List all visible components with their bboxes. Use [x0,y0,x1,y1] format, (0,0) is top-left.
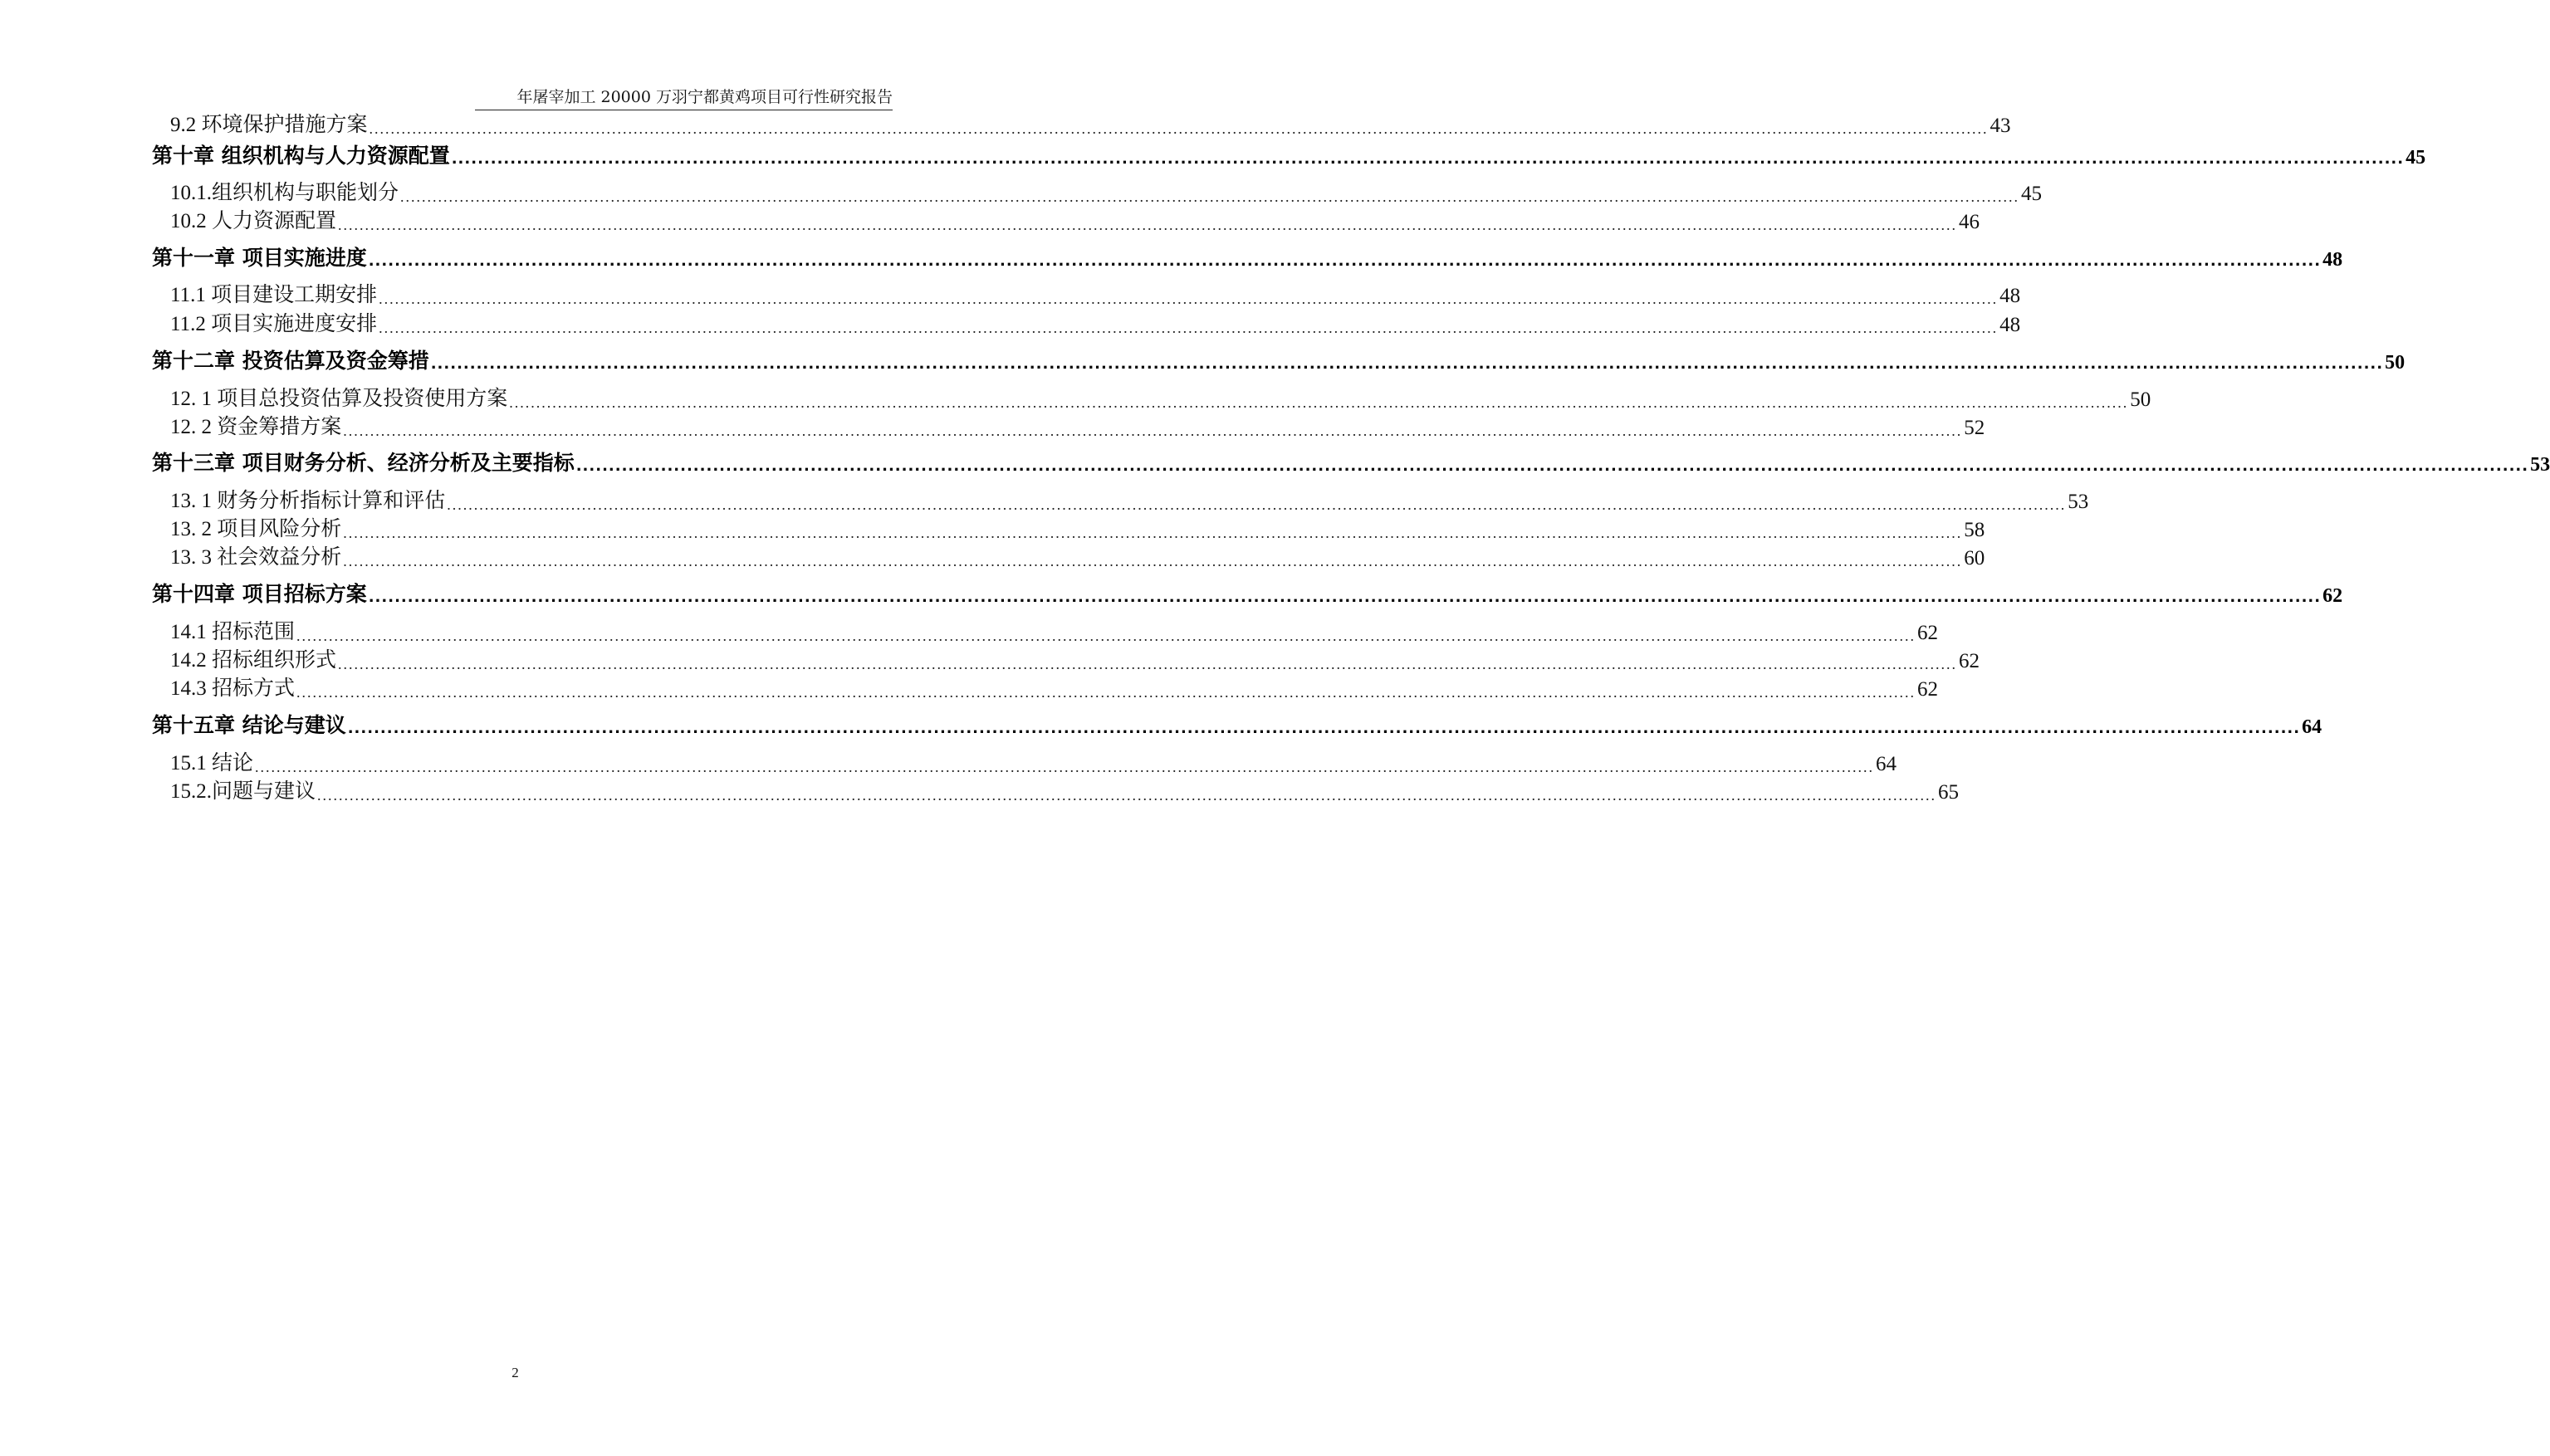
toc-entry[interactable] [152,204,1980,234]
toc-entry-page: 58 [1964,519,1985,541]
toc-entry-title: 第十二章 投资估算及资金筹措 [152,349,429,373]
toc-entry[interactable] [152,108,2011,138]
toc-entry-page: 52 [1964,417,1985,439]
toc-entry-title: 12. 2 资金筹措方案 [170,416,342,438]
toc-entry[interactable] [152,176,2043,206]
toc-entry-title: 14.2 招标组织形式 [170,649,337,672]
toc-chapter-entry[interactable] [152,709,2322,739]
toc-chapter-entry[interactable] [152,578,2343,608]
toc-entry[interactable] [152,307,2021,337]
toc-entry-title: 15.1 结论 [170,752,254,774]
dot-leader: ............................................................................................................................................................................................................................................................................................................ [368,589,2322,606]
toc-entry-page: 50 [2130,388,2151,411]
dot-leader: ............................................................................................................................................................................................................................................................................................................ [379,291,1999,307]
toc-entry-title: 13. 2 项目风险分析 [170,518,342,540]
toc-entry[interactable] [152,484,2089,514]
toc-chapter-entry[interactable] [152,447,2550,476]
dot-leader: ............................................................................................................................................................................................................................................................................................................ [347,720,2301,737]
toc-entry-page: 62 [1917,622,1939,644]
dot-leader: ............................................................................................................................................................................................................................................................................................................ [430,355,2384,373]
toc-entry-title: 13. 1 财务分析指标计算和评估 [170,490,446,512]
toc-entry-page: 45 [2406,147,2426,169]
toc-entry-title: 11.1 项目建设工期安排 [170,284,378,306]
dot-leader: ............................................................................................................................................................................................................................................................................................................ [338,656,1958,672]
dot-leader: ............................................................................................................................................................................................................................................................................................................ [317,787,1937,804]
toc-entry-title: 第十四章 项目招标方案 [152,582,367,606]
toc-entry-title: 13. 3 社会效益分析 [170,546,342,569]
toc-entry-page: 60 [1964,547,1985,569]
dot-leader: ............................................................................................................................................................................................................................................................................................................ [338,217,1958,233]
toc-entry-title: 12. 1 项目总投资估算及投资使用方案 [170,388,508,410]
toc-entry[interactable] [152,615,1939,645]
toc-entry-page: 48 [2322,249,2343,271]
dot-leader: ............................................................................................................................................................................................................................................................................................................ [296,684,1916,701]
toc-entry[interactable] [152,540,1985,570]
dot-leader: ............................................................................................................................................................................................................................................................................................................ [447,496,2067,513]
toc-entry[interactable] [152,382,2151,412]
toc-entry-title: 10.1.组织机构与职能划分 [170,182,399,204]
toc-entry[interactable] [152,278,2021,308]
toc-entry-page: 50 [2385,352,2406,374]
toc-entry-title: 14.3 招标方式 [170,677,296,700]
toc-entry[interactable] [152,774,1960,804]
toc-entry-page: 62 [2322,585,2343,607]
dot-leader: ............................................................................................................................................................................................................................................................................................................ [400,188,2020,205]
toc-entry-page: 65 [1938,781,1960,804]
dot-leader: ............................................................................................................................................................................................................................................................................................................ [368,252,2322,270]
dot-leader: ............................................................................................................................................................................................................................................................................................................ [296,628,1916,644]
toc-entry-title: 10.2 人力资源配置 [170,210,337,232]
dot-leader: ............................................................................................................................................................................................................................................................................................................ [343,423,1963,439]
toc-entry-page: 48 [1999,285,2021,307]
toc-entry-title: 第十三章 项目财务分析、经济分析及主要指标 [152,451,575,475]
dot-leader: ............................................................................................................................................................................................................................................................................................................ [343,525,1963,541]
toc-entry-page: 48 [1999,314,2021,336]
toc-entry-page: 62 [1959,650,1980,672]
dot-leader: ............................................................................................................................................................................................................................................................................................................ [451,150,2405,168]
toc-entry-title: 第十一章 项目实施进度 [152,246,367,270]
page-number: 2 [511,1365,519,1380]
toc-entry-title: 9.2 环境保护措施方案 [170,114,368,136]
dot-leader: ............................................................................................................................................................................................................................................................................................................ [255,759,1875,775]
toc-entry-page: 64 [2302,716,2322,738]
toc-entry[interactable] [152,410,1985,440]
toc-entry-page: 62 [1917,678,1939,701]
dot-leader: ............................................................................................................................................................................................................................................................................................................ [379,320,1999,336]
dot-leader: ............................................................................................................................................................................................................................................................................................................ [509,394,2129,411]
toc-entry-page: 45 [2021,183,2043,205]
toc-entry-page: 53 [2068,491,2089,513]
dot-leader: ............................................................................................................................................................................................................................................................................................................ [575,457,2529,475]
toc-entry[interactable] [152,512,1985,542]
toc-entry-page: 43 [1990,115,2011,137]
toc-chapter-entry[interactable] [152,344,2406,374]
toc-chapter-entry[interactable] [152,139,2426,169]
toc-entry-page: 46 [1959,211,1980,233]
toc-entry[interactable] [152,643,1980,673]
toc-entry[interactable] [152,746,1897,776]
dot-leader: ............................................................................................................................................................................................................................................................................................................ [343,553,1963,569]
toc-entry-page: 64 [1876,753,1897,775]
toc-entry-page: 53 [2530,454,2550,476]
toc-entry-title: 第十五章 结论与建议 [152,713,346,737]
toc-entry-title: 15.2.问题与建议 [170,780,316,803]
toc-entry-title: 14.1 招标范围 [170,621,296,643]
toc-entry-title: 11.2 项目实施进度安排 [170,313,378,335]
toc-entry[interactable] [152,672,1939,701]
running-header: 年屠宰加工 20000 万羽宁都黄鸡项目可行性研究报告 [475,86,893,110]
toc-entry-title: 第十章 组织机构与人力资源配置 [152,144,450,168]
dot-leader: ............................................................................................................................................................................................................................................................................................................ [369,120,1989,137]
toc-chapter-entry[interactable] [152,242,2343,271]
